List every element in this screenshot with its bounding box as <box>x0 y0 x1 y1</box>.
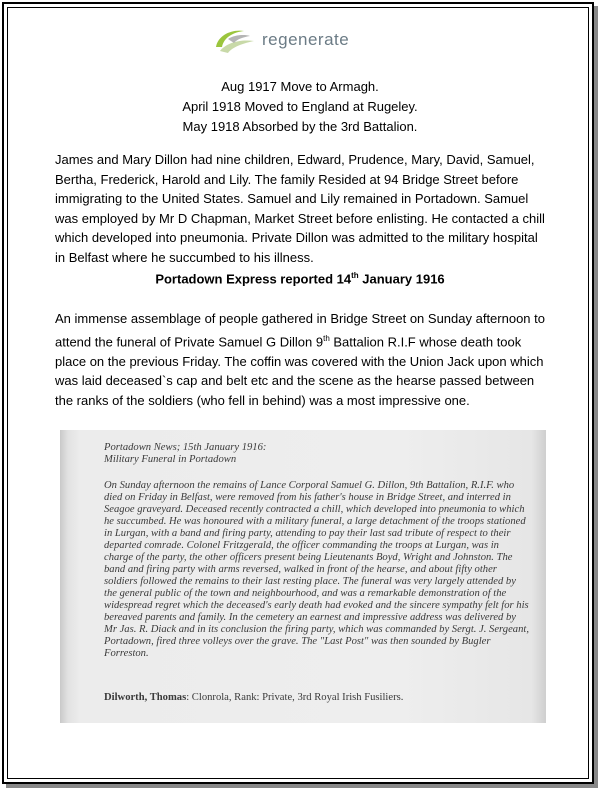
clipping-subtitle: Military Funeral in Portadown <box>104 454 237 465</box>
heading-suffix: January 1916 <box>358 271 445 287</box>
logo-text: regenerate <box>262 30 350 49</box>
express-text-before: An immense assemblage of people gathered in Bridge Street on Sunday afternoon to attend the funeral of Private Samuel G Dillon 9 <box>55 311 545 349</box>
date-line: May 1918 Absorbed by the 3rd Battalion. <box>182 119 418 134</box>
service-dates <box>0 77 600 137</box>
swoosh-logo-icon <box>210 25 260 55</box>
clipping-header <box>104 442 529 466</box>
clipping-source: Portadown News; 15th January 1916: <box>104 442 267 453</box>
date-line: April 1918 Moved to England at Rugeley. <box>182 99 418 114</box>
express-heading <box>0 271 600 286</box>
clipping-footer-name: Dilworth, Thomas <box>104 692 187 703</box>
page-shadow-bottom <box>6 784 598 788</box>
clipping-footer <box>104 692 529 703</box>
heading-sup: th <box>351 271 359 280</box>
family-paragraph: James and Mary Dillon had nine children, Edward, Prudence, Mary, David, Samuel, Bertha, Frederick, Harold and Lily. The family Resided at 94 Bridge Street before immigrating to the United States. Samuel and Lily remained in Portadown. Samuel was employed by Mr D Chapman, Market Street before enlisting. He contacted a chill which developed into pneumonia. Private Dillon was admitted to the military hospital in Belfast where he succumbed to his illness. <box>55 152 545 265</box>
express-sup: th <box>323 333 330 343</box>
clipping-body: On Sunday afternoon the remains of Lance Corporal Samuel G. Dillon, 9th Battalion, R.I.F. who died on Friday in Belfast, were removed from his father's house in Bridge Street, and interred in Seagoe graveyard. Deceased recently contracted a chill, which developed into pneumonia to which he succumbed. He was honoured with a military funeral, a large detachment of the troops stationed in Lurgan, with a band and firing party, attending to pay their last sad tribute of respect to their departed comrade. Colonel Fritzgerald, the officer commanding the troops at Lurgan, was in charge of the party, the other officers present being Lieutenants Boyd, Wright and Johnston. The band and firing party with arms reversed, walked in front of the hearse, and about fifty other soldiers followed the remains to their last resting place. The funeral was very largely attended by the general public of the town and neighbourhood, and was a remarkable demonstration of the widespread regret which the deceased's early death had evoked and the sincere sympathy felt for his bereaved parents and family. In the cemetery an earnest and impressive address was delivered by Mr Jas. R. Diack and in its conclusion the firing party, which was commanded by Sergt. J. Sergeant, Portadown, fired three volleys over the grave. The "Last Post" was then sounded by Bugler Forreston. <box>104 480 529 659</box>
clipping-footer-details: : Clonrola, Rank: Private, 3rd Royal Irish Fusiliers. <box>186 692 404 703</box>
regenerate-logo <box>210 24 349 56</box>
newspaper-clipping-image <box>60 430 546 723</box>
express-paragraph <box>55 309 550 410</box>
heading-prefix: Portadown Express reported 14 <box>155 271 352 287</box>
date-line: Aug 1917 Move to Armagh. <box>221 79 379 94</box>
express-text-after: Battalion R.I.F whose death took place on the previous Friday. The coffin was covered with the Union Jack upon which was laid deceased`s cap and belt etc and the scene as the hearse passed between the ranks of the soldiers (who fell in behind) was a most impressive one. <box>55 333 544 408</box>
